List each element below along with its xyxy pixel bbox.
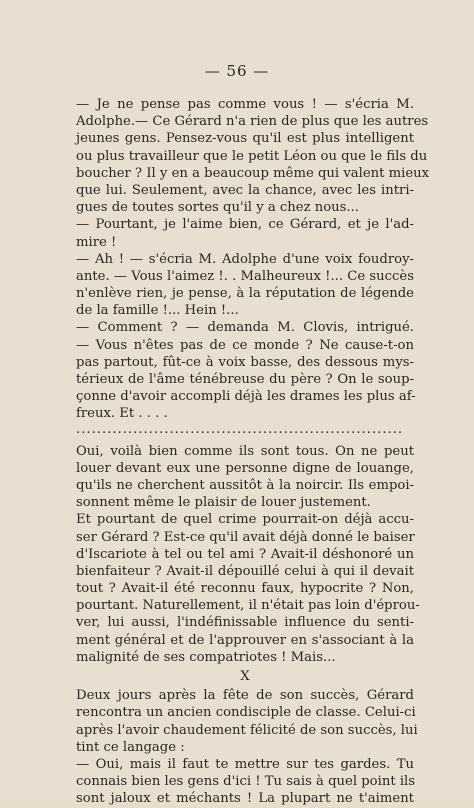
text-line: jeunes gens. Pensez-vous qu'il est plus intelligent [76, 131, 414, 147]
text-line: ment général et de l'approuver en s'associant à la [76, 632, 414, 648]
text-line: de la famille !... Hein !... [76, 303, 239, 319]
text-line: — Pourtant, je l'aime bien, ce Gérard, et je l'ad- [76, 217, 414, 233]
text-line: Deux jours après la fête de son succès, Gérard [76, 688, 414, 704]
text-line: ou plus travailleur que le petit Léon ou que le fils du [76, 148, 428, 164]
page-number: — 56 — [204, 62, 270, 80]
text-line: freux. Et . . . . [76, 406, 168, 422]
text-line: que lui. Seulement, avec la chance, avec les intri- [76, 182, 414, 198]
text-line: sont jaloux et méchants ! La plupart ne t'aiment [76, 791, 414, 807]
text-line: pas partout, fût-ce à voix basse, des dessous mys- [76, 354, 414, 370]
text-line: tout ? Avait-il été reconnu faux, hypocrite ? Non, [76, 581, 414, 597]
text-line: térieux de l'âme ténébreuse du père ? On le soup- [76, 372, 414, 387]
text-line: malignité de ses compatriotes ! Mais... [76, 649, 336, 665]
ellipsis-line: ............................................................... [76, 422, 404, 437]
text-line: — Comment ? — demanda M. Clovis, intrigué. [76, 320, 414, 336]
text-line: gues de toutes sortes qu'il y a chez nous... [76, 200, 359, 216]
text-line: d'Iscariote à tel ou tel ami ? Avait-il déshonoré un [76, 546, 414, 562]
text-line: connais bien les gens d'ici ! Tu sais à quel point ils [76, 774, 416, 790]
text-line: pourtant. Naturellement, il n'était pas loin d'éprou- [76, 598, 420, 614]
text-line: — Je ne pense pas comme vous ! — s'écria M. [76, 97, 414, 112]
text-line: rencontra un ancien condisciple de classe. Celui-ci [76, 705, 416, 721]
text-line: — Oui, mais il faut te mettre sur tes gardes. Tu [76, 756, 414, 772]
text-line: çonne d'avoir accompli déjà les drames les plus af- [76, 389, 416, 405]
text-line: bienfaiteur ? Avait-il dépouillé celui à qui il devait [76, 563, 414, 579]
text-line: ser Gérard ? Est-ce qu'il avait déjà donné le baiser [76, 529, 415, 545]
text-line: après l'avoir chaudement félicité de son succès, lui [76, 722, 418, 738]
text-line: Adolphe.— Ce Gérard n'a rien de plus que les autres [76, 114, 429, 130]
text-line: n'enlève rien, je pense, à la réputation de légende [76, 286, 414, 302]
text-line: louer devant eux une personne digne de louange, [76, 460, 414, 476]
text-line: qu'ils ne cherchent aussitôt à la noircir. Ils empoi- [76, 477, 414, 493]
text-line: sonnent même le plaisir de louer justement. [76, 495, 371, 511]
text-line: mire ! [76, 234, 117, 250]
text-line: tint ce langage : [76, 739, 185, 755]
text-line: boucher ? Il y en a beaucoup même qui valent mieux [76, 165, 430, 181]
text-line: ante. — Vous l'aimez !. . Malheureux !... Ce succès [76, 268, 414, 284]
text-line: Et pourtant de quel crime pourrait-on déjà accu- [76, 512, 414, 528]
text-line: ver, lui aussi, l'indéfinissable influence du senti- [76, 615, 414, 631]
text-body [76, 96, 430, 808]
text-line: Oui, voilà bien comme ils sont tous. On ne peut [76, 443, 414, 459]
text-line: — Ah ! — s'écria M. Adolphe d'une voix foudroy- [76, 251, 414, 267]
text-line: — Vous n'êtes pas de ce monde ? Ne cause-t-on [76, 337, 414, 353]
chapter-heading: X [240, 669, 250, 684]
